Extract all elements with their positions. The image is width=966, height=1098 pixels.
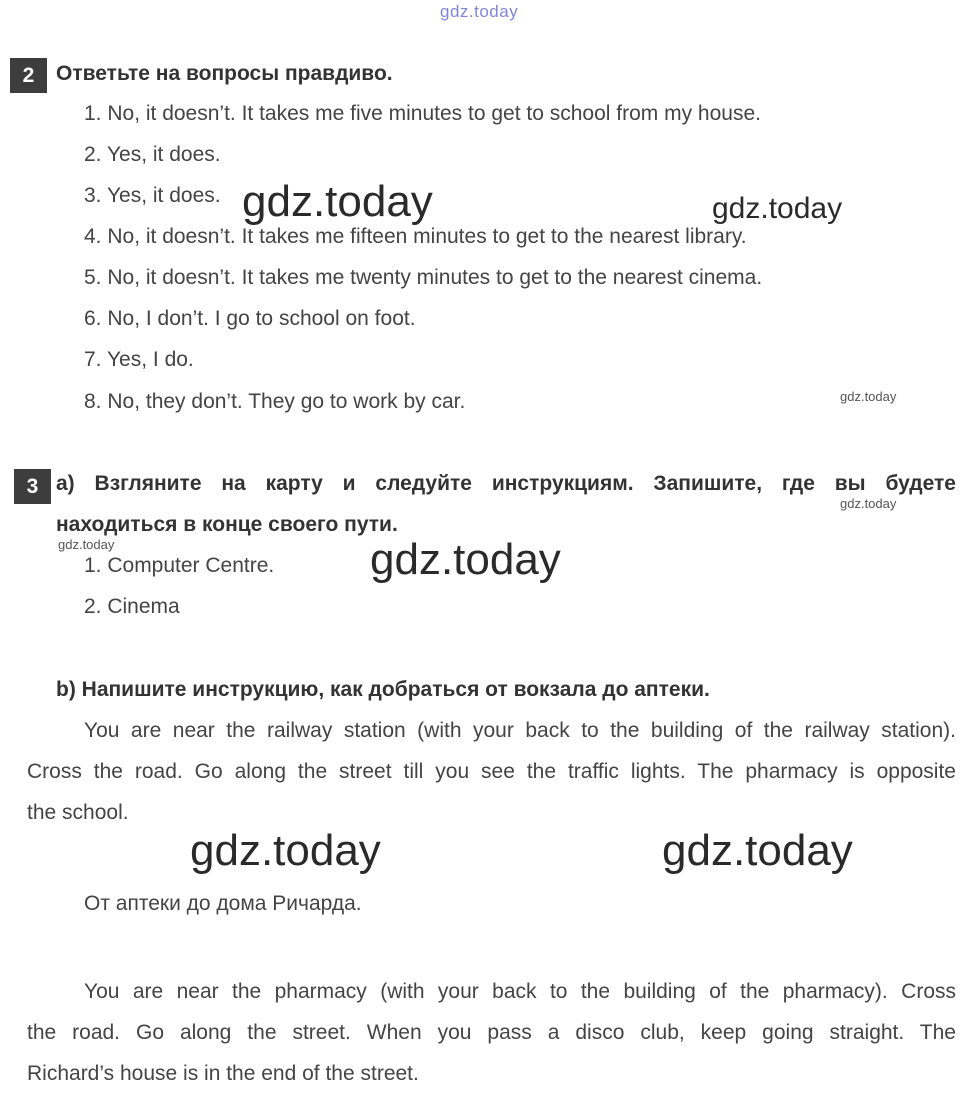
task-3b-paragraph-2-line-1: You are near the pharmacy (with your back to the building of the pharmacy). Cross: [84, 980, 956, 1003]
task-3b-paragraph-2-line-2: the road. Go along the street. When you pass a disco club, keep going straight. The: [27, 1021, 956, 1044]
watermark-large: gdz.today: [370, 535, 561, 584]
watermark-top: gdz.today: [440, 2, 519, 21]
task-2-answer-4: 4. No, it doesn’t. It takes me fifteen minutes to get to the nearest library.: [84, 225, 747, 248]
watermark-large: gdz.today: [190, 826, 381, 875]
watermark-small: gdz.today: [840, 496, 897, 511]
task-2-heading: Ответьте на вопросы правдиво.: [56, 62, 393, 85]
task-2-number-badge: 2: [10, 58, 47, 93]
task-2-answer-1: 1. No, it doesn’t. It takes me five minutes to get to school from my house.: [84, 102, 761, 125]
watermark-medium: gdz.today: [712, 192, 843, 225]
task-2-answer-8: 8. No, they don’t. They go to work by car.: [84, 390, 466, 413]
watermark-small: gdz.today: [840, 389, 897, 404]
task-3b-subheading: От аптеки до дома Ричарда.: [84, 892, 362, 915]
task-3b-paragraph-1-line-3: the school.: [27, 801, 129, 824]
task-2-answer-2: 2. Yes, it does.: [84, 143, 221, 166]
watermark-large: gdz.today: [242, 177, 433, 226]
task-3b-paragraph-1-line-2: Cross the road. Go along the street till you see the traffic lights. The pharmacy is opposite: [27, 760, 956, 783]
task-2-answer-3: 3. Yes, it does.: [84, 184, 221, 207]
task-2-answer-6: 6. No, I don’t. I go to school on foot.: [84, 307, 416, 330]
task-3b-paragraph-1-line-1: You are near the railway station (with your back to the building of the railway station).: [84, 719, 956, 742]
task-3a-heading-line1: a) Взгляните на карту и следуйте инструкциям. Запишите, где вы будете: [56, 472, 956, 495]
task-3b-paragraph-2-line-3: Richard’s house is in the end of the street.: [27, 1062, 419, 1085]
task-2-answer-5: 5. No, it doesn’t. It takes me twenty minutes to get to the nearest cinema.: [84, 266, 763, 289]
task-3a-answer-1: 1. Computer Centre.: [84, 554, 275, 577]
watermark-small: gdz.today: [58, 537, 115, 552]
task-3a-answer-2: 2. Cinema: [84, 595, 180, 618]
task-3a-heading-line2: находиться в конце своего пути.: [56, 513, 398, 536]
task-3-number-badge: 3: [14, 469, 51, 504]
task-2-answer-7: 7. Yes, I do.: [84, 348, 194, 371]
watermark-large: gdz.today: [662, 826, 853, 875]
task-3b-heading: b) Напишите инструкцию, как добраться от вокзала до аптеки.: [56, 678, 710, 701]
